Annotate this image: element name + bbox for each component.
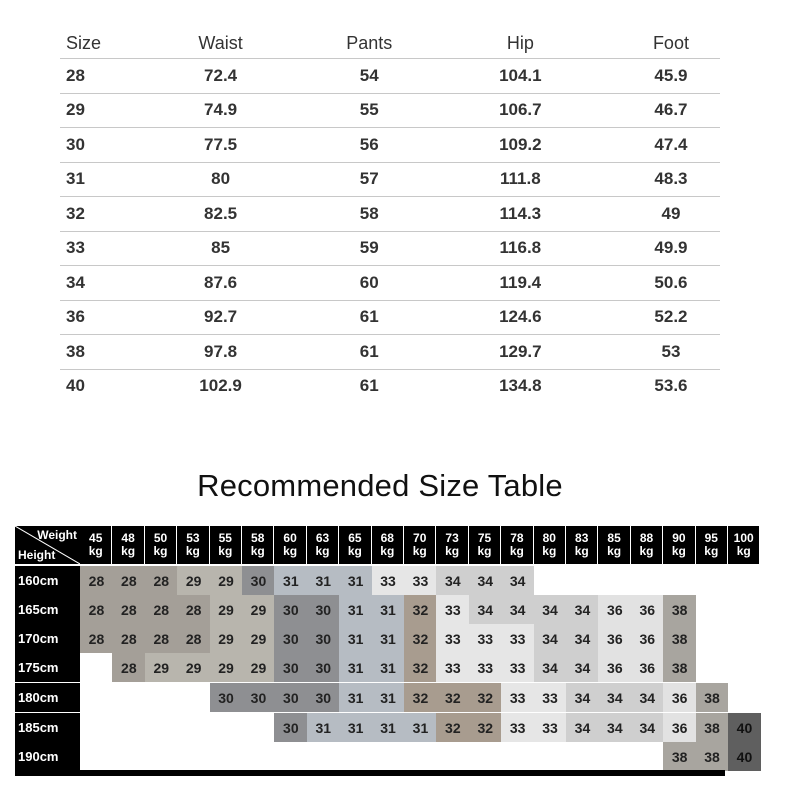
size-cell: 34 — [598, 683, 631, 712]
size-cell: 31 — [339, 595, 372, 624]
size-cell: 34 — [501, 595, 534, 624]
weight-value: 90 — [672, 531, 686, 545]
weight-value: 95 — [704, 531, 718, 545]
weight-value: 58 — [251, 531, 265, 545]
table-cell: 61 — [359, 376, 379, 396]
size-cell: 40 — [728, 742, 761, 771]
size-cell: 34 — [566, 713, 599, 742]
header-size: Size — [66, 32, 102, 53]
weight-unit: kg — [121, 544, 136, 558]
table-cell: 36 — [66, 307, 85, 327]
size-cell: 33 — [501, 713, 534, 742]
size-cell: 36 — [598, 653, 631, 682]
size-cell: 30 — [242, 566, 275, 595]
weight-header-cell — [534, 526, 566, 564]
size-cell: 31 — [339, 683, 372, 712]
size-cell: 29 — [242, 653, 275, 682]
height-label: 180cm — [15, 683, 80, 712]
size-cell: 34 — [631, 683, 664, 712]
table-cell: 38 — [66, 341, 85, 361]
size-cell: 28 — [112, 595, 145, 624]
size-cell: 29 — [145, 653, 178, 682]
table-row — [60, 58, 720, 93]
table-cell: 80 — [211, 169, 231, 189]
size-cell: 34 — [566, 595, 599, 624]
table-cell: 40 — [66, 376, 85, 396]
table-cell: 55 — [359, 100, 379, 120]
weight-header-cell — [404, 526, 436, 564]
size-cell: 28 — [145, 624, 178, 653]
size-cell: 32 — [469, 683, 502, 712]
size-cell: 34 — [534, 653, 567, 682]
size-cell: 34 — [534, 595, 567, 624]
size-cell: 31 — [339, 624, 372, 653]
table-cell: 49.9 — [654, 238, 688, 258]
size-cell: 33 — [372, 566, 405, 595]
weight-header-cell — [307, 526, 339, 564]
height-label: 185cm — [15, 713, 80, 742]
weight-value: 63 — [315, 531, 330, 545]
weight-header-cell — [436, 526, 468, 564]
table-cell: 74.9 — [204, 100, 238, 120]
size-cell: 33 — [469, 653, 502, 682]
size-cell: 31 — [274, 566, 307, 595]
size-cell: 32 — [469, 713, 502, 742]
weight-unit: kg — [218, 544, 233, 558]
size-cell: 38 — [696, 713, 729, 742]
weight-header-cell — [372, 526, 404, 564]
header-hip: Hip — [506, 32, 534, 53]
table-cell: 60 — [359, 272, 379, 292]
size-cell: 34 — [566, 683, 599, 712]
size-cell: 36 — [631, 653, 664, 682]
height-label: 175cm — [15, 653, 80, 682]
weight-header-cell — [631, 526, 663, 564]
table-row — [60, 127, 720, 162]
table-cell: 129.7 — [499, 341, 542, 361]
table-cell: 53.6 — [654, 376, 688, 396]
size-cell: 33 — [501, 683, 534, 712]
size-cell: 30 — [307, 595, 340, 624]
table-cell: 124.6 — [499, 307, 542, 327]
table-cell: 85 — [211, 238, 231, 258]
weight-header-cell — [112, 526, 144, 564]
size-cell: 33 — [534, 683, 567, 712]
size-cell: 30 — [307, 653, 340, 682]
table-cell: 109.2 — [499, 134, 542, 154]
weight-header-cell — [598, 526, 630, 564]
size-cell: 34 — [566, 624, 599, 653]
size-cell: 29 — [210, 566, 243, 595]
weight-value: 60 — [283, 531, 297, 545]
weight-header-cell — [566, 526, 598, 564]
size-cell: 38 — [696, 683, 729, 712]
weight-unit: kg — [542, 544, 557, 558]
weight-unit: kg — [185, 544, 200, 558]
size-cell: 29 — [242, 595, 275, 624]
size-cell: 34 — [566, 653, 599, 682]
table-cell: 111.8 — [500, 169, 541, 189]
table-cell: 57 — [359, 169, 379, 189]
weight-unit: kg — [671, 544, 686, 558]
weight-value: 53 — [186, 531, 200, 545]
weight-value: 48 — [121, 531, 135, 545]
table-cell: 48.3 — [654, 169, 688, 189]
size-cell: 33 — [436, 653, 469, 682]
weight-value: 73 — [445, 531, 459, 545]
table-cell: 72.4 — [204, 65, 238, 85]
weight-unit: kg — [477, 544, 492, 558]
size-cell: 28 — [80, 566, 113, 595]
weight-value: 78 — [510, 531, 524, 545]
size-cell: 38 — [696, 742, 729, 771]
header-waist: Waist — [198, 32, 243, 53]
size-cell: 36 — [663, 713, 696, 742]
height-label: 160cm — [15, 566, 80, 595]
size-cell: 31 — [372, 683, 405, 712]
size-cell: 29 — [210, 653, 243, 682]
size-cell: 34 — [501, 566, 534, 595]
size-cell: 31 — [339, 713, 372, 742]
size-cell: 31 — [307, 713, 340, 742]
weight-value: 75 — [477, 531, 492, 545]
table-cell: 34 — [66, 272, 85, 292]
size-cell: 36 — [631, 595, 664, 624]
table-cell: 116.8 — [499, 238, 542, 258]
weight-header-cell — [80, 526, 112, 564]
size-table-header — [60, 28, 720, 58]
weight-height-corner — [15, 526, 80, 564]
size-cell: 29 — [242, 624, 275, 653]
size-cell: 31 — [372, 595, 405, 624]
table-cell: 87.6 — [204, 272, 238, 292]
size-cell: 32 — [436, 683, 469, 712]
header-foot: Foot — [652, 32, 689, 53]
weight-header-cell — [242, 526, 274, 564]
size-cell: 29 — [210, 595, 243, 624]
header-pants: Pants — [346, 32, 393, 53]
weight-value: 65 — [348, 531, 362, 545]
height-label: 170cm — [15, 624, 80, 653]
table-cell: 77.5 — [204, 134, 238, 154]
weight-unit: kg — [88, 544, 103, 558]
table-cell: 134.8 — [499, 376, 542, 396]
size-cell: 32 — [404, 595, 437, 624]
table-cell: 106.7 — [499, 100, 542, 120]
weight-unit: kg — [153, 544, 168, 558]
size-cell: 32 — [404, 624, 437, 653]
table-cell: 53 — [661, 341, 681, 361]
weight-header-cell — [728, 526, 760, 564]
weight-unit: kg — [607, 544, 622, 558]
table-cell: 114.3 — [499, 203, 542, 223]
size-cell: 30 — [242, 683, 275, 712]
size-cell: 31 — [339, 566, 372, 595]
weight-value: 100 — [733, 531, 754, 545]
size-cell: 32 — [404, 653, 437, 682]
size-cell: 33 — [469, 624, 502, 653]
size-cell: 38 — [663, 624, 696, 653]
size-cell: 32 — [436, 713, 469, 742]
size-cell: 28 — [145, 595, 178, 624]
weight-value: 88 — [639, 531, 654, 545]
size-cell: 34 — [534, 624, 567, 653]
size-cell: 33 — [501, 624, 534, 653]
table-cell: 45.9 — [654, 65, 688, 85]
size-cell: 28 — [80, 624, 113, 653]
table-cell: 33 — [66, 238, 85, 258]
table-cell: 61 — [359, 307, 379, 327]
table-row — [60, 196, 720, 231]
size-cell: 30 — [307, 624, 340, 653]
corner-weight-label: Weight — [37, 528, 77, 542]
size-cell: 28 — [145, 566, 178, 595]
size-cell: 28 — [112, 653, 145, 682]
table-cell: 29 — [66, 100, 85, 120]
table-row — [60, 231, 720, 266]
size-cell: 30 — [274, 595, 307, 624]
table-row — [60, 265, 720, 300]
size-cell: 33 — [404, 566, 437, 595]
size-measurement-table — [60, 28, 720, 403]
table-row — [60, 93, 720, 128]
weight-header-cell — [274, 526, 306, 564]
size-cell: 31 — [339, 653, 372, 682]
size-cell: 40 — [728, 713, 761, 742]
weight-value: 55 — [218, 531, 232, 545]
weight-header-cell — [696, 526, 728, 564]
table-cell: 59 — [359, 238, 379, 258]
table-cell: 97.8 — [204, 341, 238, 361]
size-cell: 34 — [598, 713, 631, 742]
weight-header-cell — [177, 526, 209, 564]
size-cell: 28 — [177, 595, 210, 624]
table-cell: 56 — [359, 134, 379, 154]
weight-unit: kg — [250, 544, 265, 558]
size-cell: 31 — [372, 624, 405, 653]
weight-header-cell — [145, 526, 177, 564]
table-cell: 47.4 — [654, 134, 688, 154]
table-cell: 54 — [359, 65, 379, 85]
grid-bottom-bar — [15, 770, 725, 776]
size-cell: 31 — [372, 653, 405, 682]
size-cell: 30 — [274, 683, 307, 712]
size-table-body — [60, 58, 720, 403]
table-cell: 28 — [66, 65, 85, 85]
size-cell: 34 — [631, 713, 664, 742]
table-row — [60, 162, 720, 197]
size-cell: 32 — [404, 683, 437, 712]
size-cell: 28 — [80, 595, 113, 624]
weight-unit: kg — [315, 544, 330, 558]
table-row — [60, 334, 720, 369]
table-cell: 102.9 — [199, 376, 242, 396]
size-cell: 28 — [177, 624, 210, 653]
weight-unit: kg — [704, 544, 719, 558]
table-cell: 58 — [359, 203, 379, 223]
size-cell: 30 — [210, 683, 243, 712]
size-cell: 33 — [436, 595, 469, 624]
table-cell: 61 — [359, 341, 379, 361]
table-row — [60, 369, 720, 404]
weight-value: 50 — [153, 531, 168, 545]
weight-header-cell — [663, 526, 695, 564]
table-cell: 104.1 — [499, 65, 542, 85]
corner-height-label: Height — [18, 548, 56, 562]
table-cell: 52.2 — [654, 307, 688, 327]
table-cell: 31 — [66, 169, 85, 189]
size-cell: 30 — [274, 713, 307, 742]
size-cell: 30 — [274, 624, 307, 653]
weight-value: 45 — [89, 531, 103, 545]
size-cell: 29 — [177, 653, 210, 682]
weight-unit: kg — [736, 544, 751, 558]
table-cell: 82.5 — [204, 203, 238, 223]
height-label: 165cm — [15, 595, 80, 624]
size-cell: 38 — [663, 653, 696, 682]
weight-unit: kg — [347, 544, 362, 558]
table-cell: 46.7 — [654, 100, 688, 120]
weight-unit: kg — [445, 544, 460, 558]
size-cell: 33 — [501, 653, 534, 682]
size-cell: 36 — [598, 595, 631, 624]
table-cell: 50.6 — [654, 272, 688, 292]
size-cell: 31 — [307, 566, 340, 595]
table-cell: 92.7 — [204, 307, 238, 327]
weight-unit: kg — [283, 544, 298, 558]
size-cell: 29 — [210, 624, 243, 653]
size-cell: 28 — [112, 566, 145, 595]
size-cell: 36 — [598, 624, 631, 653]
weight-value: 83 — [575, 531, 589, 545]
weight-header-cell — [501, 526, 533, 564]
table-cell: 49 — [661, 203, 681, 223]
weight-unit: kg — [574, 544, 589, 558]
size-cell: 30 — [307, 683, 340, 712]
recommended-size-title: Recommended Size Table — [197, 468, 563, 503]
weight-header-cell — [339, 526, 371, 564]
weight-value: 80 — [542, 531, 556, 545]
size-cell: 31 — [404, 713, 437, 742]
size-cell: 38 — [663, 595, 696, 624]
weight-unit: kg — [509, 544, 524, 558]
weight-value: 70 — [413, 531, 427, 545]
size-cell: 28 — [112, 624, 145, 653]
size-cell: 31 — [372, 713, 405, 742]
size-cell: 33 — [436, 624, 469, 653]
weight-value: 68 — [380, 531, 394, 545]
size-cell: 30 — [274, 653, 307, 682]
weight-header-cell — [210, 526, 242, 564]
weight-unit: kg — [380, 544, 395, 558]
table-cell: 32 — [66, 203, 85, 223]
table-cell: 30 — [66, 134, 85, 154]
size-cell: 38 — [663, 742, 696, 771]
size-cell: 29 — [177, 566, 210, 595]
table-cell: 119.4 — [499, 272, 542, 292]
weight-header-cell — [469, 526, 501, 564]
size-cell: 34 — [469, 566, 502, 595]
height-label: 190cm — [15, 742, 80, 771]
size-cell: 36 — [631, 624, 664, 653]
table-row — [60, 300, 720, 335]
size-cell: 33 — [534, 713, 567, 742]
size-cell: 34 — [469, 595, 502, 624]
size-cell: 34 — [436, 566, 469, 595]
weight-value: 85 — [607, 531, 621, 545]
weight-unit: kg — [412, 544, 427, 558]
weight-unit: kg — [639, 544, 654, 558]
size-cell: 36 — [663, 683, 696, 712]
